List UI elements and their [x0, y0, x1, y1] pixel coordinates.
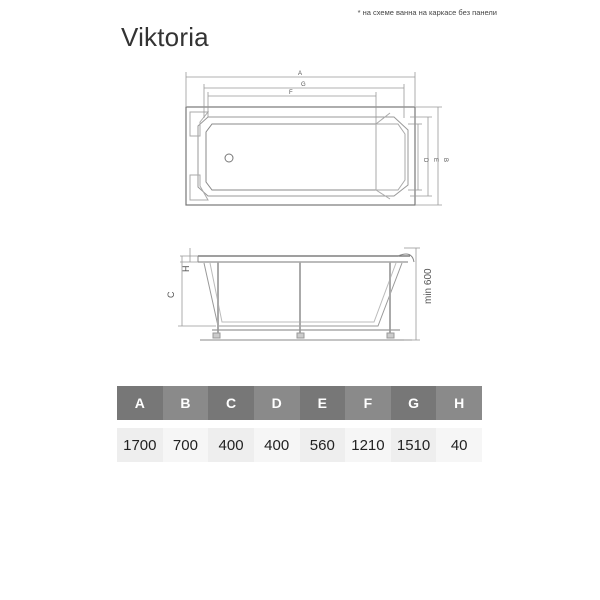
dim-label-min600: min 600	[423, 268, 434, 304]
dim-label-d: D	[422, 158, 428, 163]
header-cell-f: F	[345, 386, 391, 420]
value-cell-e: 560	[300, 428, 346, 462]
header-cell-d: D	[254, 386, 300, 420]
dim-label-a: A	[298, 71, 303, 77]
tub-basin	[206, 124, 376, 190]
dim-label-c: C	[166, 291, 176, 298]
header-cell-a: A	[117, 386, 163, 420]
header-cell-b: B	[163, 386, 209, 420]
left-headrest	[190, 112, 208, 136]
value-cell-a: 1700	[117, 428, 163, 462]
drain-circle	[225, 154, 233, 162]
table-values-row	[117, 428, 482, 462]
value-cell-h: 40	[436, 428, 482, 462]
top-dimensions	[186, 72, 442, 205]
scheme-note: * на схеме ванна на каркасе без панели	[357, 8, 497, 17]
header-cell-c: C	[208, 386, 254, 420]
value-cell-g: 1510	[391, 428, 437, 462]
side-tub-body	[204, 263, 402, 326]
dim-label-g: G	[301, 82, 306, 88]
value-cell-d: 400	[254, 428, 300, 462]
product-title: Viktoria	[121, 22, 209, 52]
dim-label-f: F	[289, 90, 293, 96]
header-cell-e: E	[300, 386, 346, 420]
top-view	[186, 107, 415, 205]
header-cell-h: H	[436, 386, 482, 420]
dim-label-e: E	[432, 158, 438, 163]
value-cell-f: 1210	[345, 428, 391, 462]
dim-label-h: H	[181, 265, 191, 272]
header-cell-g: G	[391, 386, 437, 420]
value-cell-c: 400	[208, 428, 254, 462]
value-cell-b: 700	[163, 428, 209, 462]
table-header-row	[117, 386, 482, 420]
dim-label-b: B	[442, 158, 448, 163]
sloped-backrest	[376, 124, 405, 190]
dimensions-table	[117, 386, 482, 462]
side-view	[198, 254, 414, 340]
